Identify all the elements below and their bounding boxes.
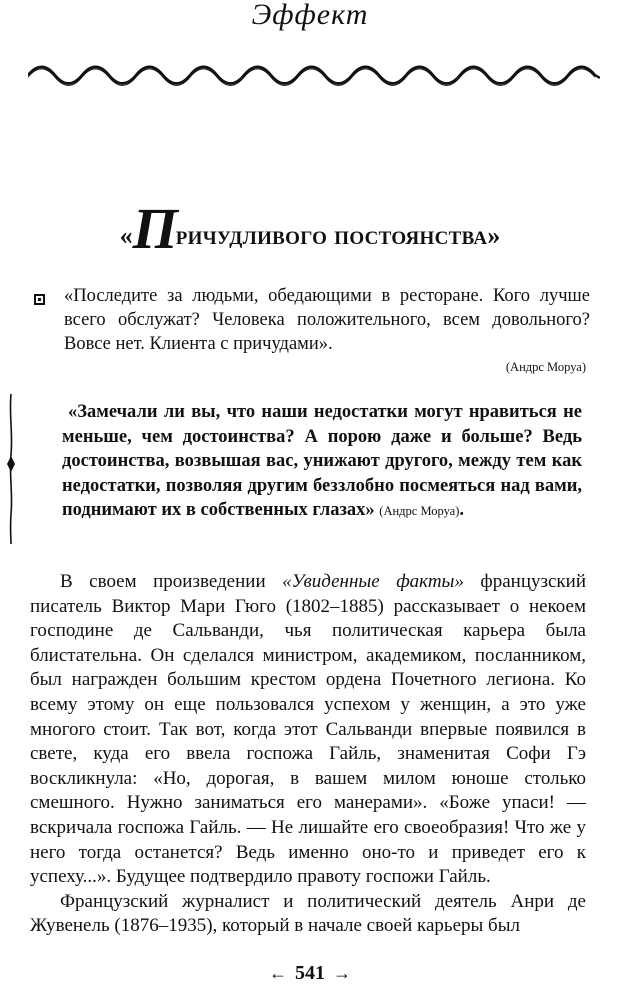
chapter-title-text: ричудливого постоянства bbox=[175, 220, 488, 250]
running-header: Эффект bbox=[251, 0, 369, 31]
page-footer bbox=[0, 962, 620, 985]
chapter-initial: П bbox=[132, 196, 178, 261]
paragraph-2: Французский журналист и политический деятель Анри де Жувенель (1876–1935), который в начале своей карьеры был bbox=[30, 890, 586, 937]
paragraph-1 bbox=[30, 570, 586, 890]
epigraph-2-quote: «Замечали ли вы, что наши недостатки могут нравиться не меньше, чем достоинства? А порою даже и больше? Ведь достоинства, возвышая вас, унижают другого, между тем как недостатки, позволяя другим беззлобно посмеяться над вами, поднимают их в собственных глазах» bbox=[62, 402, 582, 520]
left-arrow-icon: ← bbox=[269, 963, 287, 983]
body-text bbox=[30, 570, 586, 939]
square-bullet-icon bbox=[34, 294, 45, 305]
paragraph-1-rest: французский писатель Виктор Мари Гюго (1802–1885) рассказывает о некоем господине де Сальванди, чья политическая карьера была блистательна. Он сделался министром, академиком, посланником, был награжден большим крестом ордена Почетного легиона. Ко всему этому он еще пользовался успехом у женщин, а это уже многого стоит. Так вот, когда этот Сальванди впервые появился в свете, куда его ввела госпожа Гайль, знаменитая Софи Гэ воскликнула: «Но, дорогая, в вашем милом юноше столько смешного. Нужно заниматься его манерами». «Боже упаси! — вскричала госпожа Гайль. — Не лишайте его своеобразия! Что же у него тогда останется? Ведь именно оно-то и приведет его к успеху...». Будущее подтвердило правоту госпожи Гайль. bbox=[30, 571, 587, 888]
epigraph-2 bbox=[62, 400, 582, 524]
epigraph-2-trailing: . bbox=[459, 500, 465, 520]
chapter-open-quote: « bbox=[119, 221, 133, 250]
epigraph-1-text: «Последите за людьми, обедающими в ресторане. Кого лучше всего обслужат? Человека положительного, всем довольного? Вовсе нет. Клиента с причудами». bbox=[64, 286, 590, 354]
epigraph-2-attribution: (Андрс Моруа) bbox=[379, 504, 460, 518]
book-title: «Увиденные факты» bbox=[282, 571, 464, 592]
vertical-ornament-icon bbox=[4, 394, 18, 544]
wavy-divider bbox=[28, 64, 600, 86]
chapter-close-quote: » bbox=[487, 221, 501, 250]
paragraph-1-lead: В своем произведении bbox=[60, 571, 283, 592]
right-arrow-icon: → bbox=[333, 963, 351, 983]
page-number: 541 bbox=[295, 962, 325, 984]
epigraph-1-attribution: (Андрс Моруа) bbox=[505, 360, 586, 374]
chapter-title bbox=[30, 196, 590, 261]
epigraph-2-text bbox=[62, 400, 582, 524]
epigraph-1 bbox=[34, 284, 590, 375]
